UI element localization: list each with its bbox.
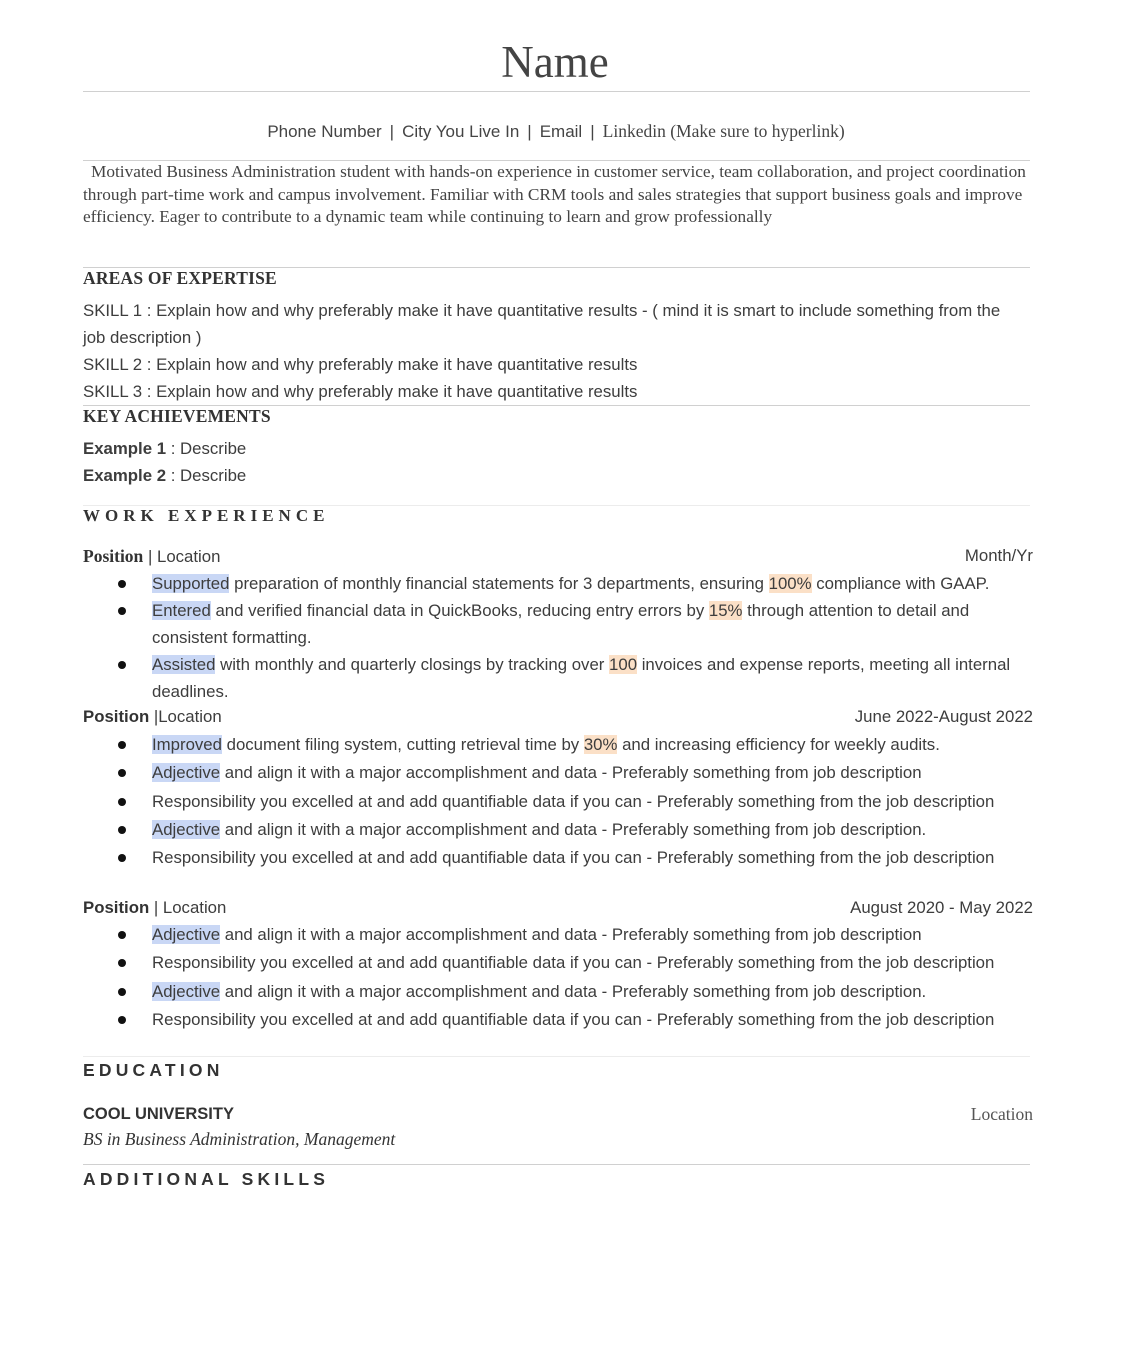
job-position: Position <box>83 707 150 726</box>
linkedin-link[interactable]: Linkedin (Make sure to hyperlink) <box>602 121 845 141</box>
achievements-list <box>83 435 1043 489</box>
job-header <box>83 707 1033 727</box>
job-date: June 2022-August 2022 <box>854 707 1033 726</box>
achievement-item <box>83 462 1043 489</box>
job-position: Position <box>83 546 144 566</box>
school-name: COOL UNIVERSITY <box>83 1105 234 1123</box>
metric: 15% <box>708 601 743 620</box>
bullet-text: Responsibility you excelled at and add quantifiable data if you can - Preferably something from the job description <box>152 1009 995 1029</box>
bullet-text: invoices and expense reports, meeting all internal deadlines. <box>152 655 1011 701</box>
action-verb: Adjective <box>152 925 221 944</box>
city: City You Live In <box>402 122 520 141</box>
bullet-text: Responsibility you excelled at and add quantifiable data if you can - Preferably something from the job description <box>152 848 995 868</box>
skill-item: SKILL 3 : Explain how and why preferably make it have quantitative results <box>83 382 638 401</box>
achievement-label: Example 2 <box>83 466 167 485</box>
job-header <box>83 898 1033 918</box>
bullet-item <box>113 788 1048 816</box>
bullet-dot <box>118 580 126 588</box>
bullet-dot <box>118 959 126 967</box>
bullet-item <box>113 570 1048 597</box>
bullet-text: and increasing efficiency for weekly audits. <box>617 735 940 754</box>
achievement-item <box>83 435 1043 462</box>
work-heading: WORK EXPERIENCE <box>83 506 330 525</box>
bullet-item <box>113 651 1048 705</box>
bullet-text: and verified financial data in QuickBooks, reducing entry errors by <box>210 601 709 620</box>
bullet-dot <box>118 661 126 669</box>
action-verb: Improved <box>152 735 222 754</box>
bullet-text: document filing system, cutting retrieval time by <box>221 735 584 754</box>
job-date: Month/Yr <box>964 546 1033 565</box>
job-location: | Location <box>149 898 227 917</box>
metric: 30% <box>583 735 618 754</box>
skill-item: SKILL 1 : Explain how and why preferably make it have quantitative results - ( mind it is smart to include something from the job description ) <box>83 301 1001 347</box>
degree: BS in Business Administration, Management <box>83 1129 396 1149</box>
bullet-dot <box>118 988 126 996</box>
action-verb: Adjective <box>152 981 221 1001</box>
action-verb: Entered <box>152 601 211 620</box>
bullet-text: and align it with a major accomplishment and data - Preferably something from job description. <box>220 981 927 1001</box>
bullet-text: and align it with a major accomplishment and data - Preferably something from job description <box>220 925 922 944</box>
action-verb: Adjective <box>152 763 221 783</box>
action-verb: Assisted <box>152 655 216 674</box>
bullet-text: and align it with a major accomplishment and data - Preferably something from job description. <box>220 819 927 839</box>
bullet-dot <box>118 854 126 862</box>
bullet-item <box>113 759 1048 787</box>
bullet-item <box>113 1006 1048 1034</box>
job-location: | Location <box>143 547 221 566</box>
metric: 100% <box>768 574 812 593</box>
bullet-text: Responsibility you excelled at and add quantifiable data if you can - Preferably something from the job description <box>152 791 995 811</box>
bullet-dot <box>118 607 126 615</box>
job-bullets <box>113 570 1048 705</box>
bullet-item <box>113 731 1048 759</box>
job-date: August 2020 - May 2022 <box>850 898 1033 917</box>
divider <box>83 1056 1030 1057</box>
bullet-text: Responsibility you excelled at and add quantifiable data if you can - Preferably something from the job description <box>152 953 995 973</box>
job-bullets <box>113 731 1048 872</box>
bullet-text: compliance with GAAP. <box>811 574 990 593</box>
bullet-item <box>113 816 1048 844</box>
job-location: |Location <box>149 707 222 726</box>
bullet-dot <box>118 769 126 777</box>
achievement-text: : Describe <box>166 439 247 458</box>
bullet-text: with monthly and quarterly closings by tracking over <box>215 655 610 674</box>
education-heading: EDUCATION <box>83 1060 224 1080</box>
divider <box>83 91 1030 92</box>
divider <box>83 1164 1030 1165</box>
bullet-dot <box>118 798 126 806</box>
bullet-dot <box>118 931 126 939</box>
expertise-heading: AREAS OF EXPERTISE <box>83 268 277 288</box>
achievements-heading: KEY ACHIEVEMENTS <box>83 406 271 426</box>
phone: Phone Number <box>267 122 382 141</box>
contact-line: Phone Number | City You Live In | Email | Linkedin (Make sure to hyperlink) <box>267 121 845 141</box>
bullet-text: and align it with a major accomplishment and data - Preferably something from job description <box>220 763 922 783</box>
bullet-dot <box>118 826 126 834</box>
bullet-item <box>113 949 1048 977</box>
job-position: Position <box>83 898 150 917</box>
bullet-dot <box>118 741 126 749</box>
expertise-list <box>83 297 1023 405</box>
school-location: Location <box>970 1104 1033 1124</box>
bullet-text: through attention to detail and consistent formatting. <box>152 601 970 647</box>
bullet-item <box>113 844 1048 872</box>
additional-skills-heading: ADDITIONAL SKILLS <box>83 1169 330 1189</box>
bullet-item <box>113 978 1048 1006</box>
achievement-text: : Describe <box>166 466 247 485</box>
job-header <box>83 546 1033 567</box>
achievement-label: Example 1 <box>83 439 167 458</box>
bullet-item <box>113 597 1048 651</box>
bullet-item <box>113 921 1048 949</box>
professional-summary: Motivated Business Administration student with hands-on experience in customer service, team collaboration, and project coordination through part-time work and campus involvement. Familiar with CRM tools and sales strategies that support business goals and improve efficiency. Eager to contribute to a dynamic team while continuing to learn and grow professionally <box>83 162 1026 227</box>
action-verb: Supported <box>152 574 230 593</box>
job-bullets <box>113 921 1048 1034</box>
metric: 100 <box>609 655 638 674</box>
skill-item: SKILL 2 : Explain how and why preferably make it have quantitative results <box>83 355 638 374</box>
candidate-name: Name <box>501 37 609 87</box>
action-verb: Adjective <box>152 819 221 839</box>
bullet-dot <box>118 1016 126 1024</box>
email: Email <box>539 122 583 141</box>
bullet-text: preparation of monthly financial statements for 3 departments, ensuring <box>229 574 769 593</box>
